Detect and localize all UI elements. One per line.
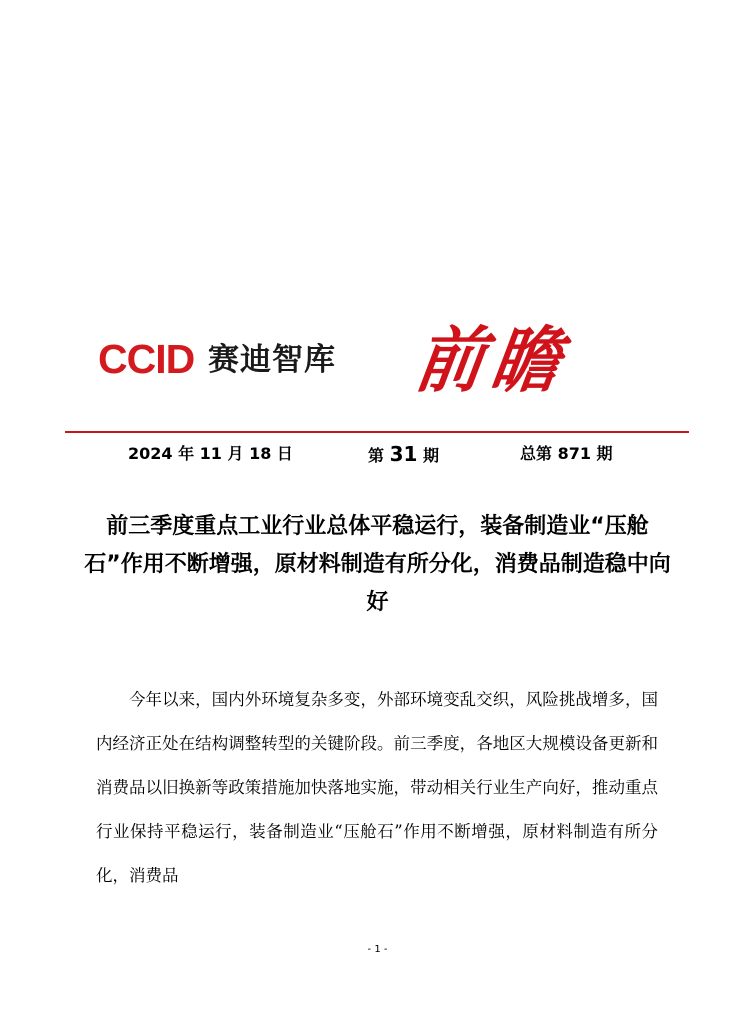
body-paragraph: 今年以来，国内外环境复杂多变，外部环境变乱交织，风险挑战增多，国内经济正处在结构调整转型的关键阶段。前三季度，各地区大规模设备更新和消费品以旧换新等政策措施加快落地实施，带动相关行业生产向好，推动重点行业保持平稳运行，装备制造业“压舱石”作用不断增强，原材料制造有所分化，消费品	[96, 690, 658, 885]
issue-number-prefix: 第	[368, 446, 385, 465]
publication-title: 前瞻	[410, 319, 574, 403]
page-number: - 1 -	[367, 944, 388, 955]
masthead-divider	[65, 431, 689, 433]
masthead	[98, 318, 658, 408]
issue-number-value: 31	[389, 442, 418, 466]
issue-total-number: 总第 871 期	[520, 444, 613, 463]
ccid-chinese-name: 赛迪智库	[208, 342, 336, 378]
issue-number-suffix: 期	[423, 446, 440, 465]
article-headline: 前三季度重点工业行业总体平稳运行，装备制造业“压舱石”作用不断增强，原材料制造有所分化，消费品制造稳中向好	[84, 514, 671, 615]
ccid-logo: CCID	[98, 336, 195, 382]
issue-date: 2024 年 11 月 18 日	[128, 444, 293, 463]
issue-number	[368, 442, 439, 466]
